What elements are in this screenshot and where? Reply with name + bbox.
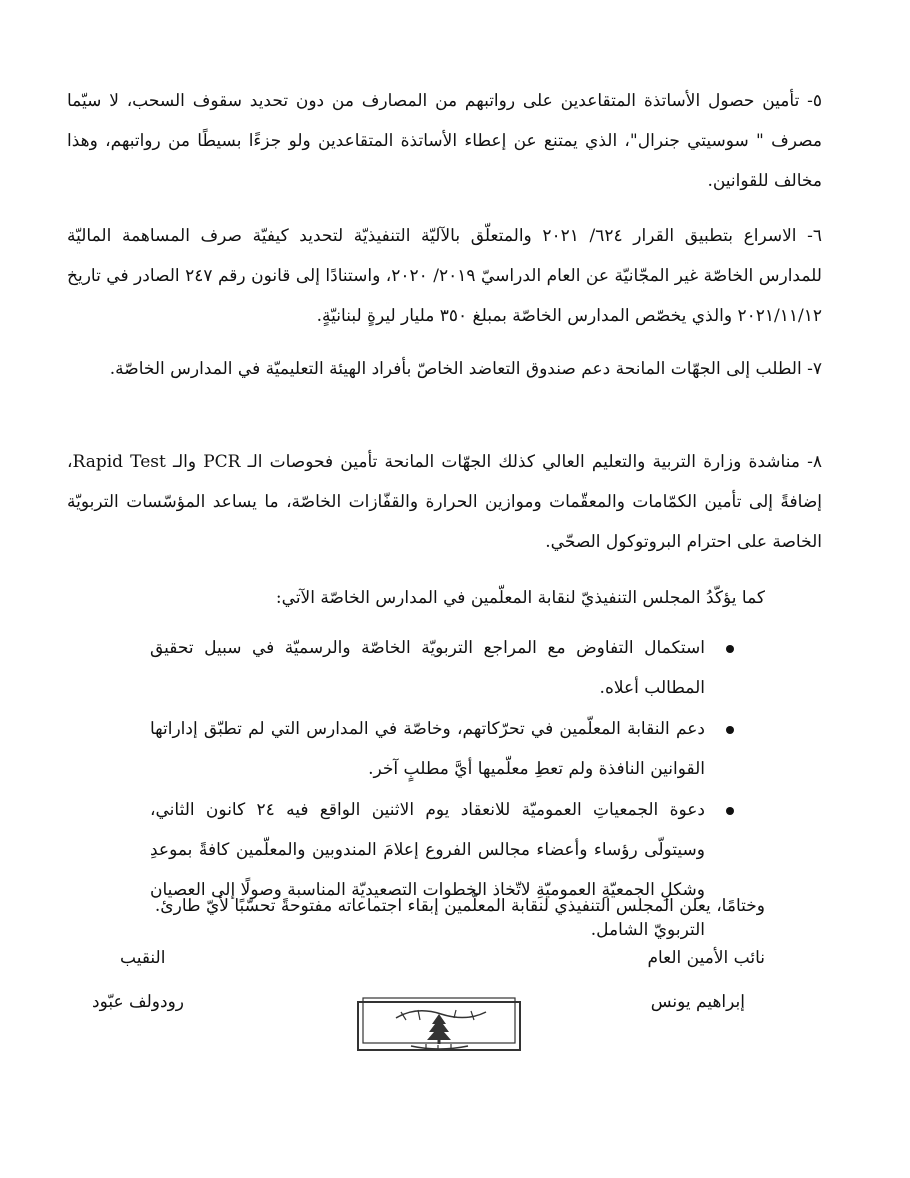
closing-statement: وختامًا، يعلن المجلس التنفيذي لنقابة المعلّمين إبقاء اجتماعاته مفتوحةً تحسّبًا لأيّ طارئ.	[154, 896, 765, 916]
paragraph-7: ٧- الطلب إلى الجهّات المانحة دعم صندوق التعاضد الخاصّ بأفراد الهيئة التعليميّة في المدارس الخاصّة.	[109, 359, 822, 379]
bullet-dot-icon	[726, 645, 734, 653]
list-item	[150, 628, 765, 708]
intro-line: كما يؤكّدُ المجلس التنفيذيّ لنقابة المعلّمين في المدارس الخاصّة الآتي:	[275, 588, 765, 608]
union-stamp-logo	[356, 996, 522, 1052]
paragraph-8: ٨- مناشدة وزارة التربية والتعليم العالي كذلك الجهّات المانحة تأمين فحوصات الـ PCR والـ Rapid Test، إضافةً إلى تأمين الكمّامات والمعقّمات وموازين الحرارة والقفّازات الخاصّة، ما يساعد المؤسّسات التربويّة الخاصة على احترام البروتوكول الصحّي.	[67, 452, 822, 552]
paragraph-6: ٦- الاسراع بتطبيق القرار ٦٢٤/ ٢٠٢١ والمتعلّق بالآليّة التنفيذيّة لتحديد كيفيّة صرف المساهمة الماليّة للمدارس الخاصّة غير المجّانيّة عن العام الدراسيّ ٢٠١٩/ ٢٠٢٠، واستنادًا إلى قانون رقم ٢٤٧ الصادر في تاريخ ٢٠٢١/١١/١٢ والذي يخصّص المدارس الخاصّة بمبلغ ٣٥٠ مليار ليرةٍ لبنانيّةٍ.	[67, 226, 823, 326]
list-item	[150, 790, 765, 950]
list-item-text: استكمال التفاوض مع المراجع التربويّة الخاصّة والرسميّة في سبيل تحقيق المطالب أعلاه.	[150, 638, 705, 698]
paragraph-5: ٥- تأمين حصول الأساتذة المتقاعدين على رواتبهم من المصارف من دون تحديد سقوف السحب، لا سيّما مصرف " سوسيتي جنرال"، الذي يمتنع عن إعطاء الأساتذة المتقاعدين ولو جزءًا بسيطًا من رواتبهم، وهذا مخالف للقوانين.	[67, 91, 822, 191]
president-name: رودولف عبّود	[92, 992, 185, 1012]
deputy-secretary-title: نائب الأمين العام	[647, 948, 765, 968]
list-item	[150, 709, 765, 789]
cedar-icon	[427, 1014, 451, 1044]
list-item-text: دعوة الجمعياتِ العموميّة للانعقاد يوم الاثنين الواقع فيه ٢٤ كانون الثاني، وسيتولّى رؤساء وأعضاء مجالس الفروع إعلامَ المندوبين والمعلّمين كافةً بموعدِ وشكلِ الجمعيّةِ العموميّةِ لاتّخاذ الخطوات التصعيديّة المناسبة وصولًا إلى العصيان التربويّ الشامل.	[150, 800, 705, 940]
president-title: النقيب	[120, 948, 166, 968]
bullet-dot-icon	[726, 807, 734, 815]
list-item-text: دعم النقابة المعلّمين في تحرّكاتهم، وخاصّة في المدارس التي لم تطبّق إداراتها القوانين النافذة ولم تعطِ معلّميها أيَّ مطلبٍ آخر.	[150, 719, 705, 779]
bullet-dot-icon	[726, 726, 734, 734]
deputy-secretary-name: إبراهيم يونس	[650, 992, 745, 1012]
